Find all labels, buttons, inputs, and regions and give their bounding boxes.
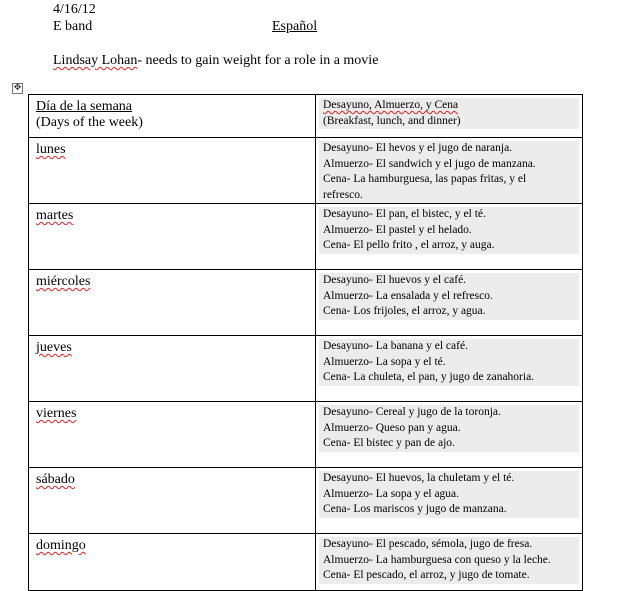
meals-cell[interactable] [316,468,583,534]
day-name: miércoles [36,274,91,289]
day-name: lunes [36,142,66,157]
lunch-line: Almuerzo- La ensalada y el refresco. [323,289,493,302]
day-name: sábado [36,472,75,487]
dinner-line: Cena- Los frijoles, el arroz, y agua. [323,305,486,317]
meals-box [319,207,579,254]
meals-box [319,471,579,518]
date-line: 4/16/12 [53,2,96,17]
lunch-line: Almuerzo- El sandwich y el jugo de manzana. [323,157,536,170]
dinner-line: Cena- La chuleta, el pan, y jugo de zanahoria. [323,371,535,383]
meals-box [319,141,579,203]
header-meals-en: (Breakfast, lunch, and dinner) [323,114,461,127]
day-cell[interactable] [29,270,316,336]
meals-box [319,273,579,320]
dinner-line-continued: refresco. [323,188,363,201]
dinner-line: Cena- El pescado, el arroz, y jugo de tomate. [323,569,530,581]
table-row [29,468,583,534]
day-name: viernes [36,406,77,421]
breakfast-line: Desayuno- El huevos y el café. [323,274,467,286]
table-row [29,204,583,270]
dinner-line: Cena- Los mariscos y jugo de manzana. [323,503,507,515]
day-name: domingo [36,538,86,553]
table-row [29,402,583,468]
breakfast-line: Desayuno- El hevos y el jugo de naranja. [323,142,513,154]
meals-cell[interactable] [316,270,583,336]
header-day-en: (Days of the week) [36,115,143,130]
header-meals-es: Desayuno, Almuerzo, y Cena [323,99,459,111]
lunch-line: Almuerzo- La hamburguesa con queso y la leche. [323,553,551,566]
meals-cell[interactable] [316,534,583,591]
table-row [29,138,583,204]
header-meals-box [319,98,579,129]
table-row [29,534,583,591]
day-cell[interactable] [29,468,316,534]
day-cell[interactable] [29,138,316,204]
breakfast-line: Desayuno- La banana y el café. [323,340,468,352]
meals-cell[interactable] [316,336,583,402]
breakfast-line: Desayuno- Cereal y jugo de la toronja. [323,406,501,418]
day-cell[interactable] [29,534,316,591]
table-row [29,336,583,402]
day-name: jueves [36,340,72,355]
lunch-line: Almuerzo- Queso pan y agua. [323,421,461,434]
header-meals-cell[interactable] [316,95,583,138]
table-header-row [29,95,583,138]
meals-cell[interactable] [316,138,583,204]
breakfast-line: Desayuno- El pescado, sémola, jugo de fresa. [323,538,533,550]
header-day-cell[interactable] [29,95,316,138]
breakfast-line: Desayuno- El huevos, la chuletam y el té. [323,472,515,484]
note-text: - needs to gain weight for a role in a movie [137,53,379,68]
dinner-line: Cena- El bistec y pan de ajo. [323,437,455,449]
note-line [53,53,378,69]
dinner-line: Cena- La hamburguesa, las papas fritas, y el [323,173,527,185]
header-day-es: Día de la semana [36,99,133,114]
day-cell[interactable] [29,402,316,468]
meal-schedule-table [28,94,583,591]
lunch-line: Almuerzo- La sopa y el agua. [323,487,460,500]
day-cell[interactable] [29,336,316,402]
meals-box [319,405,579,452]
day-cell[interactable] [29,204,316,270]
dinner-line: Cena- El pello frito , el arroz, y auga. [323,239,495,251]
lunch-line: Almuerzo- La sopa y el té. [323,355,446,368]
day-name: martes [36,208,74,223]
note-name: Lindsay Lohan [53,53,138,68]
band-line: E band [53,19,93,34]
lunch-line: Almuerzo- El pastel y el helado. [323,223,472,236]
move-icon[interactable]: ✥ [13,83,22,93]
meals-box [319,537,579,584]
subject-title: Español [272,19,318,34]
meals-box [319,339,579,386]
table-row [29,270,583,336]
meals-cell[interactable] [316,204,583,270]
breakfast-line: Desayuno- El pan, el bistec, y el té. [323,208,486,220]
meals-cell[interactable] [316,402,583,468]
